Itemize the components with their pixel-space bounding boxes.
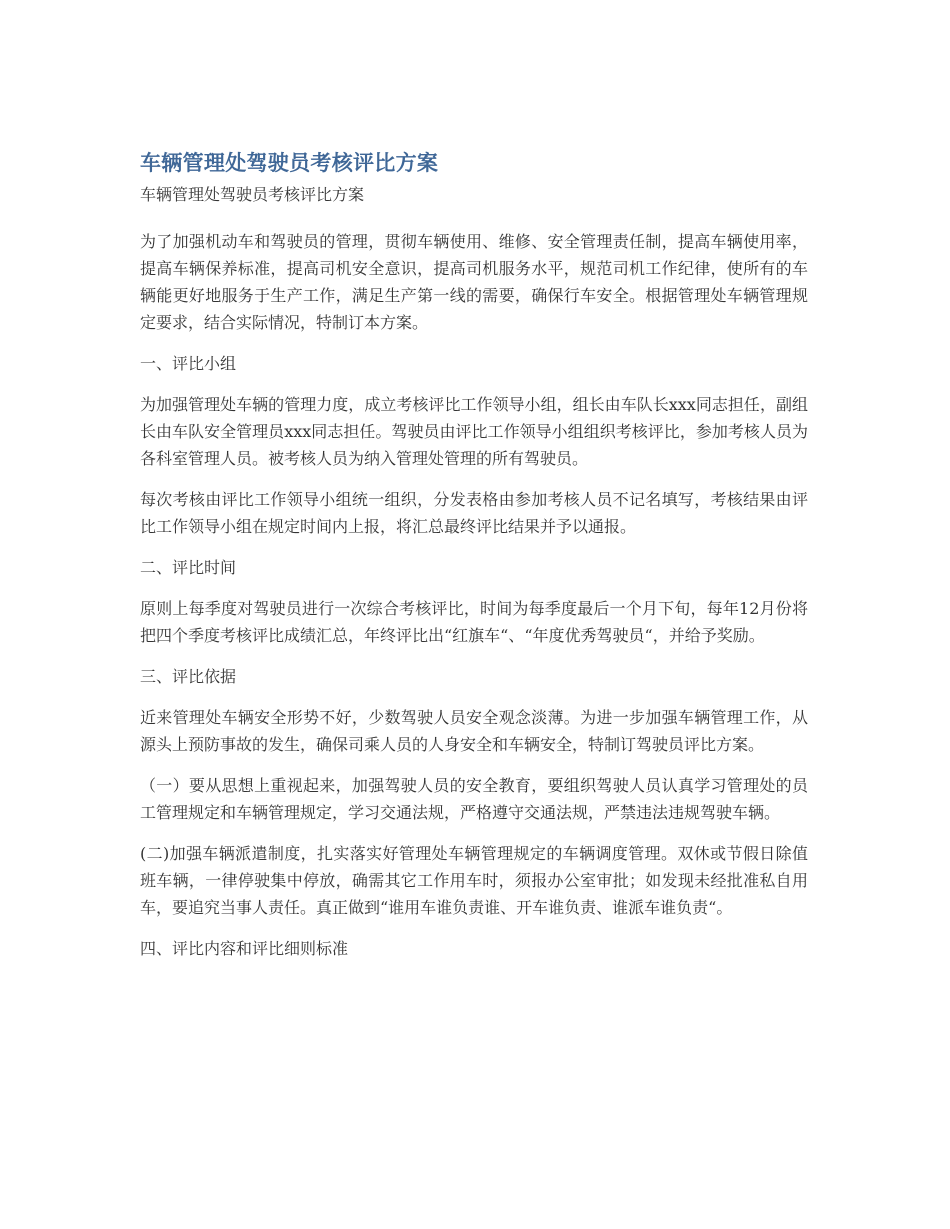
section1-paragraph-1: 为加强管理处车辆的管理力度，成立考核评比工作领导小组，组长由车队长xxx同志担任，副组长由车队安全管理员xxx同志担任。驾驶员由评比工作领导小组组织考核评比，参加考核人员为各科室管理人员。被考核人员为纳入管理处管理的所有驾驶员。: [140, 395, 808, 468]
section4-heading: 四、评比内容和评比细则标准: [140, 939, 349, 958]
intro-paragraph: 为了加强机动车和驾驶员的管理，贯彻车辆使用、维修、安全管理责任制，提高车辆使用率，提高车辆保养标准，提高司机安全意识，提高司机服务水平，规范司机工作纪律，使所有的车辆能更好地服务于生产工作，满足生产第一线的需要，确保行车安全。根据管理处车辆管理规定要求，结合实际情况，特制订本方案。: [140, 232, 808, 332]
section3-paragraph-2: （一）要从思想上重视起来，加强驾驶人员的安全教育，要组织驾驶人员认真学习管理处的员工管理规定和车辆管理规定，学习交通法规，严格遵守交通法规，严禁违法违规驾驶车辆。: [140, 776, 808, 822]
section3-paragraph-3: (二)加强车辆派遣制度，扎实落实好管理处车辆管理规定的车辆调度管理。双休或节假日除值班车辆，一律停驶集中停放，确需其它工作用车时，须报办公室审批；如发现未经批准私自用车，要追究当事人责任。真正做到“谁用车谁负责谁、开车谁负责、谁派车谁负责“。: [140, 844, 808, 917]
section1-heading: 一、评比小组: [140, 354, 237, 373]
section1-paragraph-2: 每次考核由评比工作领导小组统一组织，分发表格由参加考核人员不记名填写，考核结果由评比工作领导小组在规定时间内上报，将汇总最终评比结果并予以通报。: [140, 490, 808, 536]
document-title: 车辆管理处驾驶员考核评比方案: [140, 151, 439, 175]
document-page: [140, 148, 808, 976]
section2-heading: 二、评比时间: [140, 558, 237, 577]
section3-heading: 三、评比依据: [140, 667, 237, 686]
document-subtitle: 车辆管理处驾驶员考核评比方案: [140, 185, 365, 204]
section3-paragraph-1: 近来管理处车辆安全形势不好，少数驾驶人员安全观念淡薄。为进一步加强车辆管理工作，从源头上预防事故的发生，确保司乘人员的人身安全和车辆安全，特制订驾驶员评比方案。: [140, 708, 808, 754]
section2-paragraph-1: 原则上每季度对驾驶员进行一次综合考核评比，时间为每季度最后一个月下旬，每年12月份将把四个季度考核评比成绩汇总，年终评比出“红旗车“、“年度优秀驾驶员“，并给予奖励。: [140, 599, 808, 645]
